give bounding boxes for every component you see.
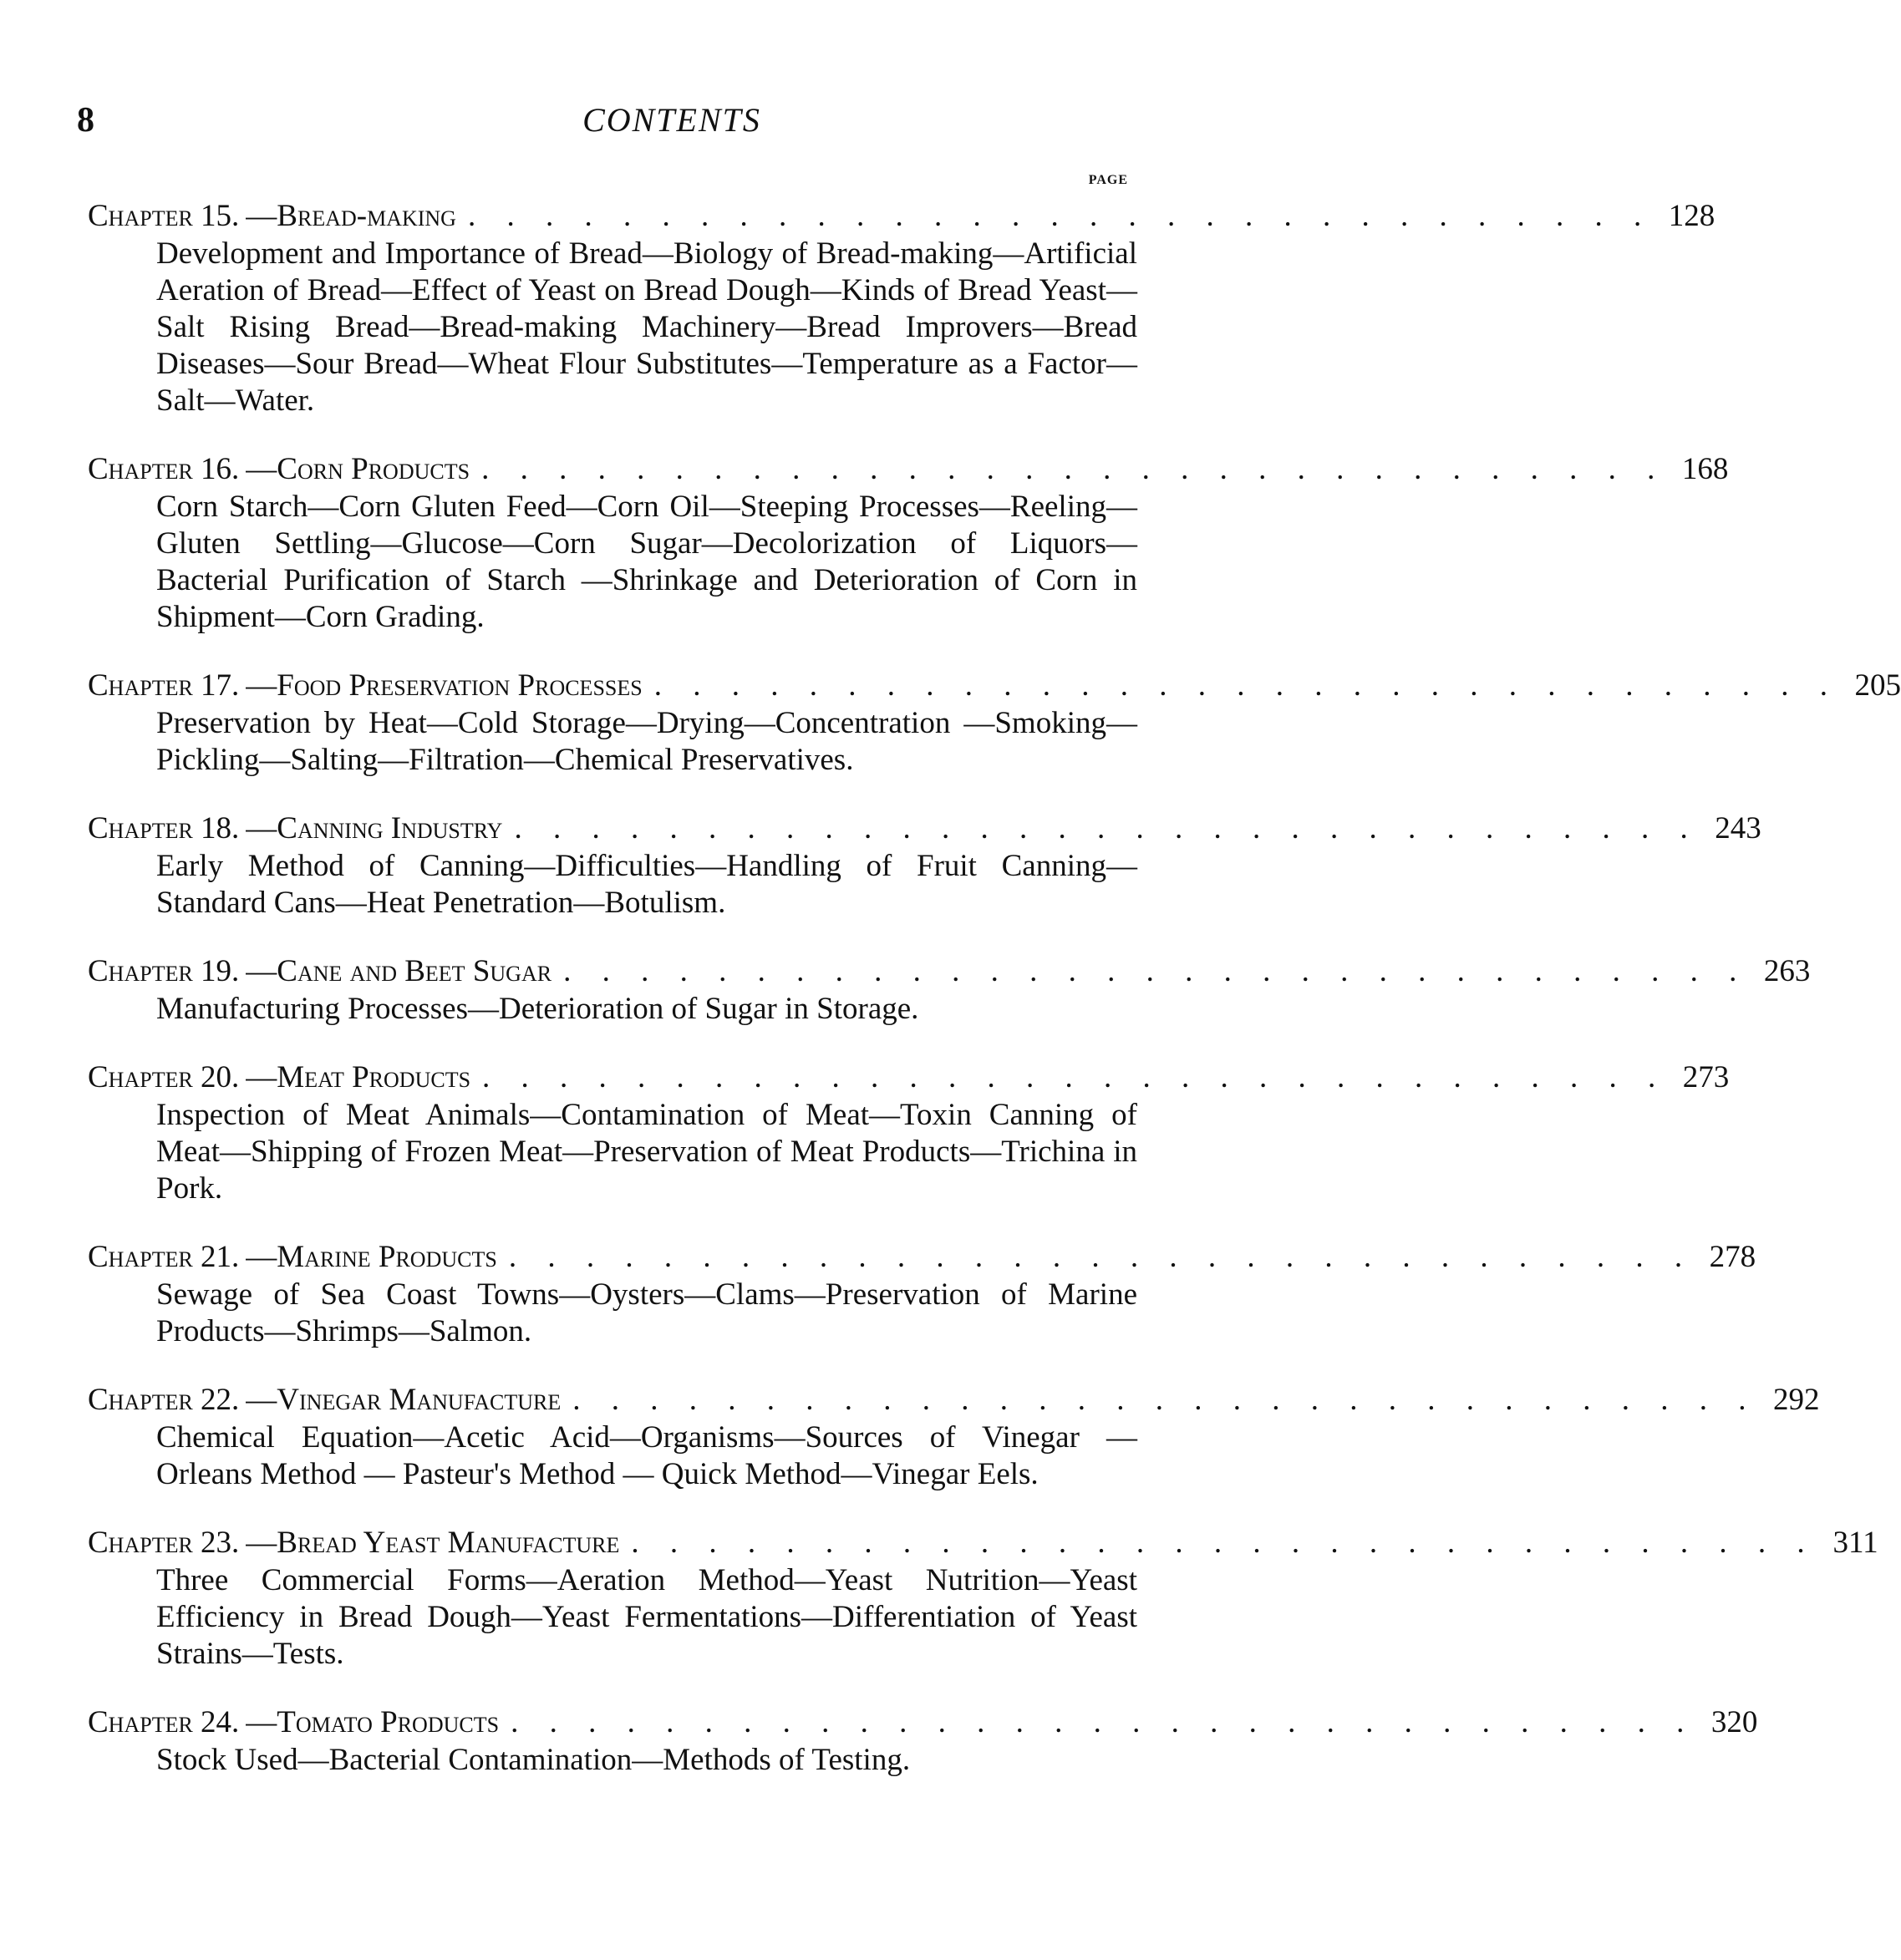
toc-entry-chapter-20: [88, 1059, 1730, 1207]
chapter-label: Chapter 24.: [88, 1705, 240, 1739]
toc-entry-heading: [88, 1704, 1758, 1742]
chapter-label: Chapter 22.: [88, 1383, 240, 1417]
chapter-label: Chapter 15.: [88, 199, 240, 233]
chapter-page-number: 273: [1682, 1060, 1730, 1094]
chapter-title: —Corn Products: [246, 452, 470, 486]
chapter-description: Chemical Equation—Acetic Acid—Organisms—Sources of Vinegar — Orleans Method — Pasteur's Method — Quick Method—Vinegar Eels.: [156, 1420, 1137, 1491]
chapter-page-number: 263: [1763, 954, 1811, 988]
chapter-title: —Bread Yeast Manufacture: [246, 1526, 620, 1560]
chapter-page-number: 278: [1709, 1240, 1756, 1274]
chapter-label: Chapter 20.: [88, 1060, 240, 1094]
table-of-contents: [88, 197, 1901, 1810]
toc-entry-heading: [88, 1238, 1756, 1277]
chapter-label: Chapter 23.: [88, 1526, 240, 1560]
toc-entry-chapter-22: [88, 1381, 1820, 1493]
chapter-label: Chapter 19.: [88, 954, 240, 988]
chapter-title: —Canning Industry: [246, 811, 503, 845]
chapter-page-number: 243: [1715, 811, 1761, 845]
toc-entry-heading: [88, 1524, 1878, 1562]
chapter-label: Chapter 18.: [88, 811, 240, 845]
chapter-page-number: 292: [1773, 1383, 1820, 1417]
running-title: CONTENTS: [582, 101, 761, 139]
dot-leader: . . . . . . . . . . . . . . . . . . . . . . . . . . . . . . .: [563, 954, 1749, 988]
toc-entry-heading: [88, 667, 1901, 705]
toc-entry-chapter-15: [88, 197, 1715, 419]
chapter-description: Corn Starch—Corn Gluten Feed—Corn Oil—Steeping Processes—Reeling—Gluten Settling—Glucose—Corn Sugar—Decolorization of Liquors—Bacterial Purification of Starch —Shrinkage and Deterioration of Corn in Shipment—Corn Grading.: [156, 490, 1137, 634]
chapter-title: —Cane and Beet Sugar: [246, 954, 552, 988]
toc-entry-heading: [88, 810, 1761, 848]
dot-leader: . . . . . . . . . . . . . . . . . . . . . . . . . . . . . . .: [482, 1060, 1668, 1094]
toc-entry-chapter-17: [88, 667, 1901, 779]
chapter-description: Preservation by Heat—Cold Storage—Drying—Concentration —Smoking—Pickling—Salting—Filtration—Chemical Preservatives.: [156, 706, 1137, 777]
dot-leader: . . . . . . . . . . . . . . . . . . . . . . . . . . . . . . .: [653, 668, 1839, 703]
dot-leader: . . . . . . . . . . . . . . . . . . . . . . . . . . . . . . .: [508, 1240, 1695, 1274]
chapter-description: Inspection of Meat Animals—Contamination of Meat—Toxin Canning of Meat—Shipping of Frozen Meat—Preservation of Meat Products—Trichina in Pork.: [156, 1098, 1137, 1206]
chapter-title: —Tomato Products: [246, 1705, 500, 1739]
dot-leader: . . . . . . . . . . . . . . . . . . . . . . . . . . . . . . .: [514, 811, 1700, 845]
chapter-description: Sewage of Sea Coast Towns—Oysters—Clams—Preservation of Marine Products—Shrimps—Salmon.: [156, 1277, 1137, 1348]
dot-leader: . . . . . . . . . . . . . . . . . . . . . . . . . . . . . . .: [511, 1705, 1696, 1739]
toc-entry-heading: [88, 450, 1729, 489]
chapter-description: Stock Used—Bacterial Contamination—Methods of Testing.: [156, 1743, 911, 1777]
toc-entry-heading: [88, 952, 1811, 991]
toc-entry-heading: [88, 197, 1715, 236]
dot-leader: . . . . . . . . . . . . . . . . . . . . . . . . . . . . . . .: [467, 199, 1654, 233]
toc-entry-chapter-19: [88, 952, 1811, 1028]
chapter-label: Chapter 17.: [88, 668, 240, 703]
toc-entry-chapter-16: [88, 450, 1729, 636]
chapter-title: —Marine Products: [246, 1240, 497, 1274]
page-column-label: PAGE: [1088, 173, 1128, 187]
chapter-description: Early Method of Canning—Difficulties—Handling of Fruit Canning—Standard Cans—Heat Penetration—Botulism.: [156, 849, 1137, 920]
chapter-description: Three Commercial Forms—Aeration Method—Yeast Nutrition—Yeast Efficiency in Bread Dough—Yeast Fermentations—Differentiation of Yeast Strains—Tests.: [156, 1563, 1137, 1671]
chapter-page-number: 320: [1710, 1705, 1758, 1739]
toc-entry-chapter-24: [88, 1704, 1758, 1779]
chapter-description: Development and Importance of Bread—Biology of Bread-making—Artificial Aeration of Bread—Effect of Yeast on Bread Dough—Kinds of Bread Yeast—Salt Rising Bread—Bread-making Machinery—Bread Improvers—Bread Diseases—Sour Bread—Wheat Flour Substitutes—Temperature as a Factor—Salt—Water.: [156, 236, 1137, 418]
chapter-title: —Vinegar Manufacture: [246, 1383, 562, 1417]
chapter-label: Chapter 21.: [88, 1240, 240, 1274]
toc-entry-chapter-18: [88, 810, 1761, 922]
toc-entry-chapter-21: [88, 1238, 1756, 1350]
page-number: 8: [77, 101, 94, 140]
dot-leader: . . . . . . . . . . . . . . . . . . . . . . . . . . . . . . .: [572, 1383, 1758, 1417]
chapter-label: Chapter 16.: [88, 452, 240, 486]
chapter-page-number: 205: [1854, 668, 1901, 703]
toc-entry-heading: [88, 1059, 1730, 1097]
chapter-page-number: 128: [1668, 199, 1715, 233]
chapter-title: —Food Preservation Processes: [246, 668, 643, 703]
dot-leader: . . . . . . . . . . . . . . . . . . . . . . . . . . . . . . .: [631, 1526, 1817, 1560]
chapter-title: —Meat Products: [246, 1060, 471, 1094]
chapter-page-number: 168: [1681, 452, 1729, 486]
chapter-title: —Bread-making: [246, 199, 456, 233]
dot-leader: . . . . . . . . . . . . . . . . . . . . . . . . . . . . . . .: [481, 452, 1667, 486]
toc-entry-chapter-23: [88, 1524, 1878, 1673]
toc-entry-heading: [88, 1381, 1820, 1419]
chapter-page-number: 311: [1832, 1526, 1878, 1560]
chapter-description: Manufacturing Processes—Deterioration of Sugar in Storage.: [156, 992, 919, 1026]
